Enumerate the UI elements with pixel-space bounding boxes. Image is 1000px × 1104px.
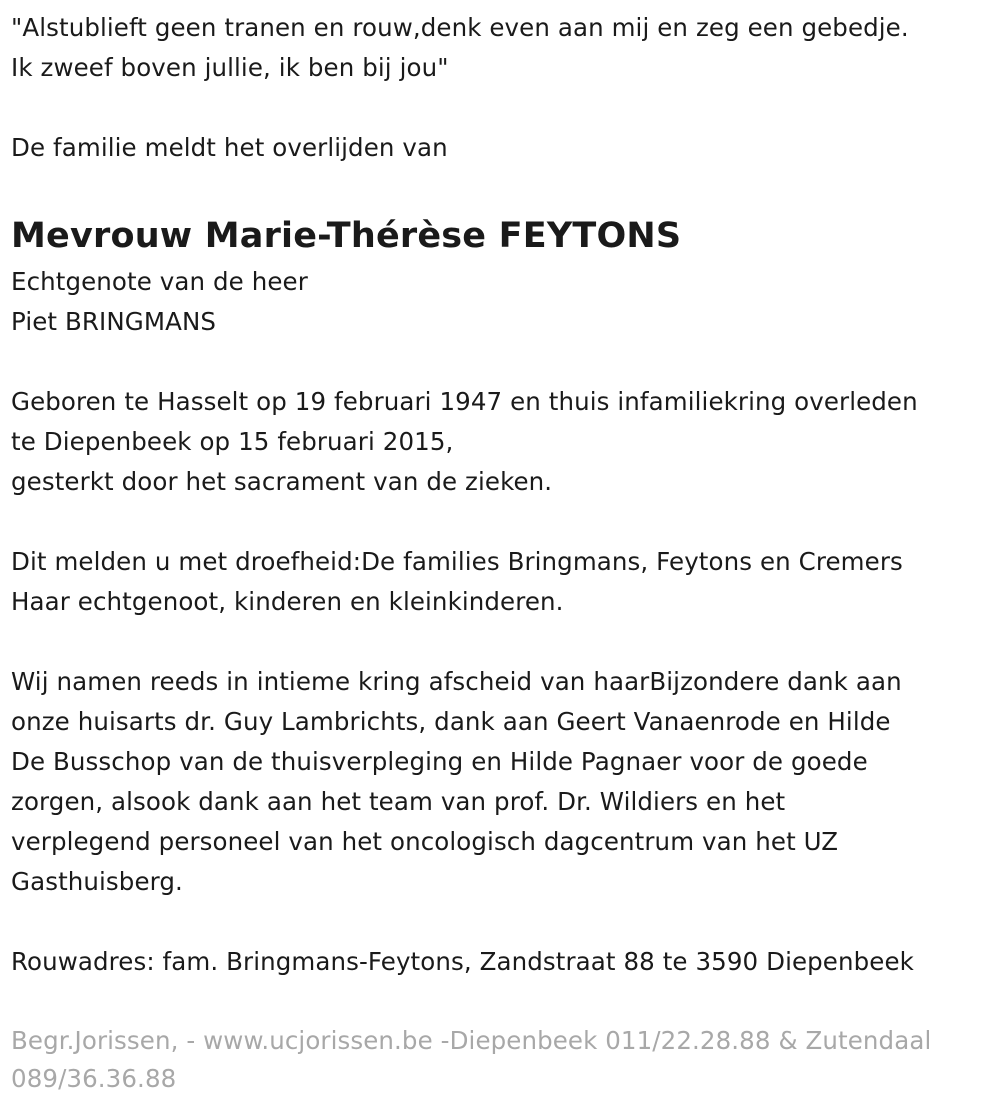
mourning-address: Rouwadres: fam. Bringmans-Feytons, Zandstraat 88 te 3590 Diepenbeek [11,947,914,976]
birth-death-line-2: te Diepenbeek op 15 februari 2015, [11,427,454,456]
thanks-line-2: onze huisarts dr. Guy Lambrichts, dank aan Geert Vanaenrode en Hilde [11,707,891,736]
spacer [11,502,989,542]
thanks-line-6: Gasthuisberg. [11,867,183,896]
quote-line-1: "Alstublieft geen tranen en rouw,denk even aan mij en zeg een gebedje. [11,13,909,42]
deceased-block [11,210,989,342]
spacer [11,168,989,208]
thanks-line-4: zorgen, alsook dank aan het team van prof. Dr. Wildiers en het [11,787,786,816]
mourners-block [11,542,989,622]
spacer [11,622,989,662]
announcement-text: De familie meldt het overlijden van [11,133,448,162]
birth-death-line-1: Geboren te Hasselt op 19 februari 1947 en thuis infamiliekring overleden [11,387,918,416]
spacer [11,342,989,382]
spacer [11,902,989,942]
mourners-line-2: Haar echtgenoot, kinderen en kleinkinderen. [11,587,564,616]
footer-line-2: 089/36.36.88 [11,1064,177,1093]
thanks-block [11,662,989,902]
spacer [11,88,989,128]
thanks-line-1: Wij namen reeds in intieme kring afscheid van haarBijzondere dank aan [11,667,902,696]
thanks-line-5: verplegend personeel van het oncologisch dagcentrum van het UZ [11,827,839,856]
birth-death-line-3: gesterkt door het sacrament van de zieken. [11,467,553,496]
thanks-line-3: De Busschop van de thuisverpleging en Hilde Pagnaer voor de goede [11,747,868,776]
mourners-line-1: Dit melden u met droefheid:De families Bringmans, Feytons en Cremers [11,547,903,576]
quote-line-2: Ik zweef boven jullie, ik ben bij jou" [11,53,449,82]
funeral-home-footer [11,1022,989,1098]
spacer [11,982,989,1022]
spouse-line-1: Echtgenote van de heer [11,267,308,296]
birth-death-block [11,382,989,502]
quote-block [11,8,989,88]
deceased-name: Mevrouw Marie-Thérèse FEYTONS [11,216,682,256]
spouse-line-2: Piet BRINGMANS [11,307,217,336]
footer-line-1: Begr.Jorissen, - www.ucjorissen.be -Diepenbeek 011/22.28.88 & Zutendaal [11,1026,932,1055]
